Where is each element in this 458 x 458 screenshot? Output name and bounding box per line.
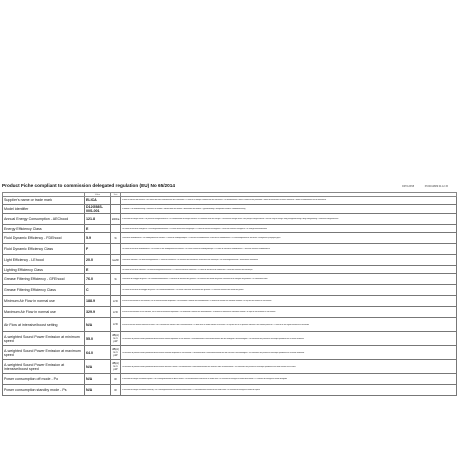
- table-row: [3, 360, 457, 374]
- table-row: [3, 274, 457, 285]
- parameter-label: Grease Filtering Efficiency Class: [3, 285, 85, 296]
- parameter-unit: %: [111, 233, 121, 244]
- parameter-value: N/A: [85, 360, 111, 374]
- parameter-label: Maximum Air Flow in normal use: [3, 307, 85, 318]
- parameter-notes: [121, 385, 457, 396]
- parameter-label: Fluid Dynamic Efficiency - FDEhood: [3, 233, 85, 244]
- parameter-unit: dB(A) re 1 pW: [111, 332, 121, 346]
- parameter-unit: W: [111, 385, 121, 396]
- table-row: [3, 214, 457, 225]
- table-row: [3, 332, 457, 346]
- parameter-label: A-weighted Sound Power Emission at minimum speed: [3, 332, 85, 346]
- multilingual-note: Il nome o marchio del fornitore / Der Name oder das Warenzeichen des Lieferanten / Le nom ou la marque commerciale du fournisseur / La denominación o marca comercial del proveedor / Nome do fornecedor ou marca comercial / Naam of handelsmerk van de leverancier: [122, 199, 327, 202]
- parameter-notes: [121, 346, 457, 360]
- parameter-value: 20.0: [85, 255, 111, 266]
- parameter-notes: [121, 360, 457, 374]
- parameter-notes: [121, 244, 457, 255]
- parameter-unit: m³/h: [111, 318, 121, 332]
- parameter-label: Air Flow at intensive/boost setting: [3, 318, 85, 332]
- parameter-unit: [111, 205, 121, 214]
- parameter-label: Power consumption off mode - Po: [3, 374, 85, 385]
- parameter-value: 76.0: [85, 274, 111, 285]
- parameter-notes: [121, 332, 457, 346]
- parameter-unit: m³/h: [111, 307, 121, 318]
- parameter-value: 329.9: [85, 307, 111, 318]
- parameter-label: Minimum Air Flow in normal use: [3, 296, 85, 307]
- parameter-value: 121.8: [85, 214, 111, 225]
- table-row: [3, 307, 457, 318]
- product-fiche-table: [2, 192, 457, 396]
- parameter-value: E: [85, 266, 111, 274]
- parameter-value: N/A: [85, 374, 111, 385]
- table-body: [3, 197, 457, 396]
- parameter-notes: [121, 285, 457, 296]
- parameter-unit: dB(A) re 1 pW: [111, 346, 121, 360]
- parameter-unit: [111, 197, 121, 205]
- parameter-label: Light Efficiency - LEhood: [3, 255, 85, 266]
- multilingual-note: Il consumo di energia annuo / Der jährliche Energieverbrauch / La consommation d'énergie annuelle / El consumo anual de energía / Consumo de energia anual / Het jaarlijks energieverbruik / Roczne zużycie energii / Årlig energiförbrukning / Årligt energiforbrug / Vuotuinen energiankulutus: [122, 218, 339, 221]
- parameter-value: 5.9: [85, 233, 111, 244]
- document-code: DRY12K58: [402, 185, 415, 188]
- header-value: Value: [85, 193, 111, 197]
- parameter-unit: [111, 244, 121, 255]
- parameter-notes: [121, 255, 457, 266]
- table-row: [3, 233, 457, 244]
- multilingual-note: L'efficienza fluidodinamica / Die fluiddynamische Effizienz / L'efficacité fluidodynamique / La eficiencia fluidodinámica / A eficiência fluidodinâmica / De vloeistofdynamische efficiëntie / Efektywność przepływu płynu: [122, 237, 281, 240]
- multilingual-note: La classe di efficienza fluidodinamica / Die Klasse für die fluiddynamische Effizienz / La classe d'efficacité fluidodynamique / La clase de eficiencia fluidodinámica / Classe de eficiência fluidodinâmica: [122, 248, 270, 251]
- parameter-value: 64.0: [85, 346, 111, 360]
- parameter-label: Energy Efficiency Class: [3, 225, 85, 233]
- parameter-notes: [121, 214, 457, 225]
- parameter-value: 188.9: [85, 296, 111, 307]
- parameter-unit: [111, 285, 121, 296]
- parameter-label: Power consumption standby mode - Ps: [3, 385, 85, 396]
- parameter-notes: [121, 205, 457, 214]
- multilingual-note: Il flusso d'aria minimo in uso normale, con la velocità minima disponibile / Der minimale Luftstrom bei Normalbetrieb / Le débit d'air minimal en utilisation normale / El flujo de aire mínimo en uso normal: [122, 300, 272, 303]
- parameter-value: ELICA: [85, 197, 111, 205]
- parameter-label: A-weighted Sound Power Emission at intensive/boost speed: [3, 360, 85, 374]
- multilingual-note: L'efficienza di filtraggio dei grassi / Die Fettabscheideeffizienz / L'efficacité de filtration des graisses / La eficiencia de filtrado de grasas / A eficiência de filtragem de gorduras / De vetfilterefficiëntie: [122, 278, 268, 281]
- parameter-label: Supplier's name or trade mark: [3, 197, 85, 205]
- parameter-unit: dB(A) re 1 pW: [111, 360, 121, 374]
- parameter-notes: [121, 318, 457, 332]
- multilingual-note: Le emissioni di potenza sonora ponderata A alla velocità massima disponibile in uso normale / Die A-bewerteten Luftschallemissionen bei der höchsten Geschwindigkeit / Les émissions de puissance acoustique pondérée A à la vitesse maximale: [122, 351, 305, 354]
- table-row: [3, 318, 457, 332]
- header-unit: Unit: [111, 193, 121, 197]
- multilingual-note: La classe di efficienza energetica / Die Energieeffizienzklasse / La classe d'efficacité énergétique / La clase de eficiencia energética / Classe de eficiência energética / De energie-efficiëntieklasse: [122, 227, 268, 230]
- multilingual-note: Le emissioni di potenza sonora ponderata A alla velocità minima disponibile in uso normale / Die A-bewerteten Luftschallemissionen bei der niedrigsten Geschwindigkeit / Les émissions de puissance acoustique pondérée A à la vitesse minimale: [122, 337, 304, 340]
- parameter-value: 55.0: [85, 332, 111, 346]
- table-row: [3, 197, 457, 205]
- table-row: [3, 346, 457, 360]
- parameter-unit: W: [111, 374, 121, 385]
- multilingual-note: Le emissioni di potenza sonora ponderata A alla velocità intensiva o boost / Die A-bewerteten Luftschallemissionen bei Intensiv- oder Schnelllaufstufe / Les émissions de puissance acoustique pondérée A en mode intensif ou accéléré: [122, 365, 296, 368]
- parameter-unit: %: [111, 274, 121, 285]
- parameter-label: Grease Filtering Efficiency - GFEhood: [3, 274, 85, 285]
- multilingual-note: Il consumo di energia in modalità stand-by / Die Leistungsaufnahme im Bereitschaftszustand / La consommation d'électricité en mode veille / El consumo de energía en modo de espera: [122, 389, 260, 392]
- parameter-unit: lux/W: [111, 255, 121, 266]
- multilingual-note: La classe di efficienza di filtraggio dei grassi / Die Fettabscheideklasse / La classe d'efficacité de filtration des graisses / La clase de eficiencia de filtrado de grasas: [122, 289, 244, 292]
- multilingual-note: La classe di efficienza luminosa / Die Beleuchtungseffizienzklasse / La classe d'efficacité lumineuse / La clase de eficiencia de iluminación / Classe de eficiência de iluminação: [122, 268, 253, 271]
- parameter-notes: [121, 374, 457, 385]
- table-row: [3, 385, 457, 396]
- parameter-unit: m³/h: [111, 296, 121, 307]
- table-row: [3, 225, 457, 233]
- parameter-value: C: [85, 285, 111, 296]
- parameter-unit: [111, 266, 121, 274]
- parameter-label: Fluid Dynamic Efficiency Class: [3, 244, 85, 255]
- multilingual-note: Il modello / Die Modellkennung / Référence du modèle / Identificador del modelo / Identificador do modelo / Typeaanduiding / Identyfikator modelu / Modellbeteckning: [122, 208, 246, 211]
- parameter-label: Model identifier: [3, 205, 85, 214]
- parameter-notes: [121, 225, 457, 233]
- document-meta: [392, 185, 448, 188]
- parameter-label: A-weighted Sound Power Emission at maximum speed: [3, 346, 85, 360]
- table-row: [3, 296, 457, 307]
- document-title: Product Fiche compliant to commission delegated regulation (EU) No 65/2014: [2, 183, 175, 188]
- table-row: [3, 244, 457, 255]
- parameter-value: F: [85, 244, 111, 255]
- table-row: [3, 285, 457, 296]
- multilingual-note: Il flusso d'aria massimo in uso normale, con la velocità massima disponibile / Der maximale Luftstrom bei Normalbetrieb / Le débit d'air maximal en utilisation normale / El flujo de aire máximo en uso normal: [122, 311, 276, 314]
- parameter-value: E: [85, 225, 111, 233]
- parameter-value: N/A: [85, 385, 111, 396]
- parameter-label: Annual Energy Consumption - AEChood: [3, 214, 85, 225]
- parameter-notes: [121, 274, 457, 285]
- multilingual-note: Il consumo di energia in modalità spento / Die Leistungsaufnahme im Aus-Zustand / La consommation d'électricité en mode arrêt / El consumo de energía en modo desactivado / O consumo de energia em modo desligado: [122, 378, 288, 381]
- multilingual-note: Il flusso d'aria alla velocità intensiva o boost / Der Luftstrom bei Intensiv- oder Schnelllaufstufe / Le débit d'air en mode intensif ou accéléré / El flujo de aire en la posición intensiva o de máxima potencia / O fluxo de ar em regime intensivo ou acelerado: [122, 323, 310, 326]
- parameter-notes: [121, 296, 457, 307]
- parameter-label: Lighting Efficiency Class: [3, 266, 85, 274]
- table-row: [3, 374, 457, 385]
- parameter-notes: [121, 233, 457, 244]
- parameter-unit: kWh/a: [111, 214, 121, 225]
- parameter-value: D12G58S-00S-001: [85, 205, 111, 214]
- table-row: [3, 266, 457, 274]
- parameter-notes: [121, 197, 457, 205]
- parameter-notes: [121, 266, 457, 274]
- table-row: [3, 205, 457, 214]
- parameter-value: N/A: [85, 318, 111, 332]
- parameter-unit: [111, 225, 121, 233]
- multilingual-note: L'efficienza luminosa / Die Beleuchtungseffizienz / L'efficacité lumineuse / La eficiencia de iluminación / A eficiência de iluminação / De verlichtingsefficiëntie / Skuteczność oświetlenia: [122, 259, 258, 262]
- parameter-notes: [121, 307, 457, 318]
- table-row: [3, 255, 457, 266]
- document-reference: PCI0012889 04.12.15: [424, 185, 448, 188]
